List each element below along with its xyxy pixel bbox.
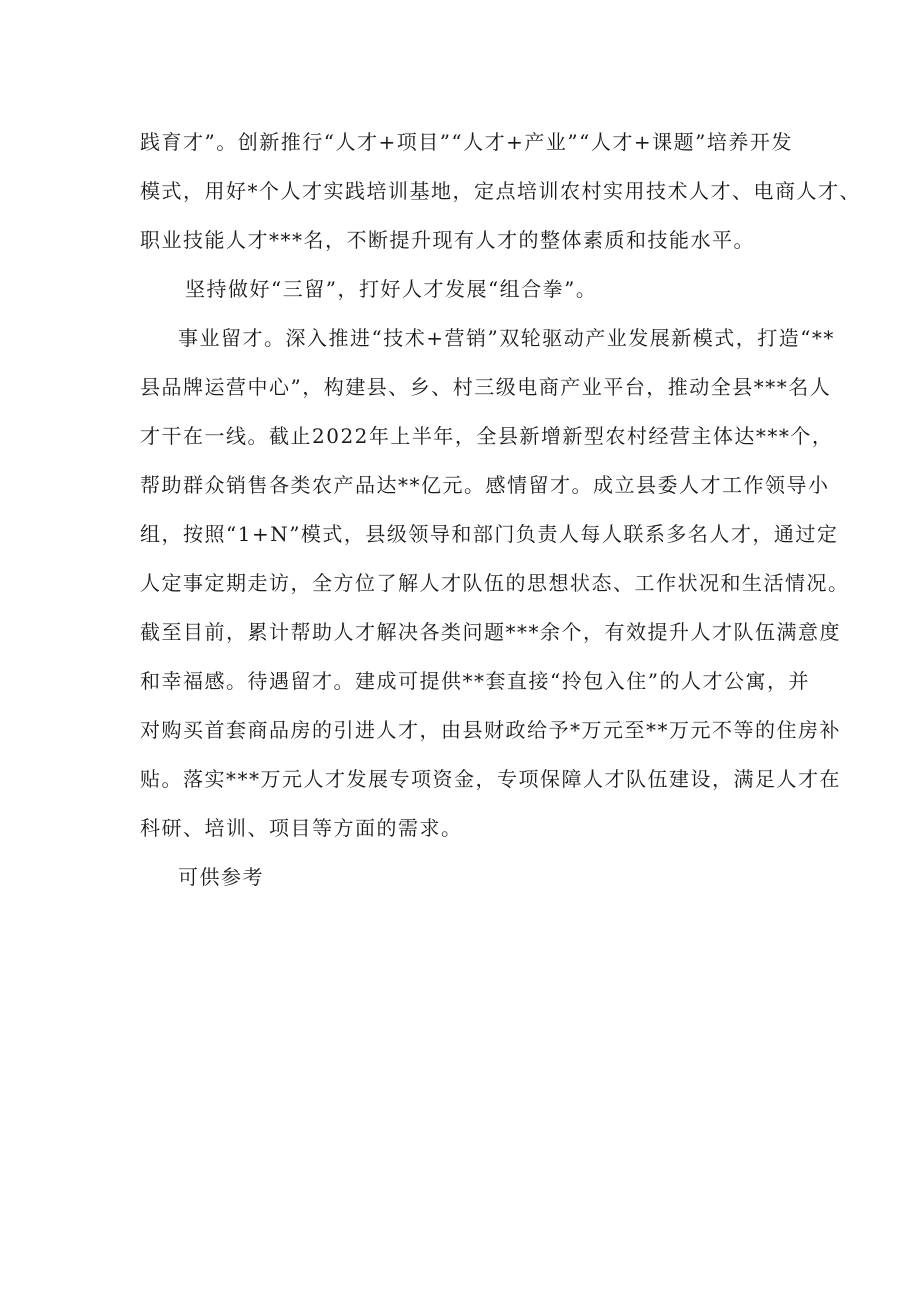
text-line-2: 模式，用好*个人才实践培训基地，定点培训农村实用技术人才、电商人才、 bbox=[140, 179, 861, 203]
text-line-1: 践育才”。创新推行“人才+项目”“人才+产业”“人才+课题”培养开发 bbox=[140, 130, 793, 154]
text-line-8: 帮助群众销售各类农产品达**亿元。感情留才。成立县委人才工作领导小 bbox=[140, 473, 830, 497]
text-line-10: 人定事定期走访，全方位了解人才队伍的思想状态、工作状况和生活情况。 bbox=[140, 571, 850, 595]
text-line-3: 职业技能人才***名，不断提升现有人才的整体素质和技能水平。 bbox=[140, 228, 755, 252]
text-line-11: 截至目前，累计帮助人才解决各类问题***余个，有效提升人才队伍满意度 bbox=[140, 620, 841, 644]
section-heading: 坚持做好“三留”，打好人才发展“组合拳”。 bbox=[185, 277, 598, 301]
text-line-13: 对购买首套商品房的引进人才，由县财政给予*万元至**万元不等的住房补 bbox=[140, 718, 841, 742]
text-line-6: 县品牌运营中心”，构建县、乡、村三级电商产业平台，推动全县***名人 bbox=[140, 375, 832, 399]
text-line-15: 科研、培训、项目等方面的需求。 bbox=[140, 816, 463, 840]
text-line-7: 才干在一线。截止2022年上半年，全县新增新型农村经营主体达***个， bbox=[140, 424, 834, 448]
closing-note: 可供参考 bbox=[178, 865, 264, 889]
text-line-14: 贴。落实***万元人才发展专项资金，专项保障人才队伍建设，满足人才在 bbox=[140, 767, 841, 791]
text-line-5: 事业留才。深入推进“技术+营销”双轮驱动产业发展新模式，打造“** bbox=[178, 326, 835, 350]
text-line-9: 组，按照“1+N”模式，县级领导和部门负责人每人联系多名人才，通过定 bbox=[140, 522, 839, 546]
text-line-12: 和幸福感。待遇留才。建成可提供**套直接“拎包入住”的人才公寓，并 bbox=[140, 669, 810, 693]
